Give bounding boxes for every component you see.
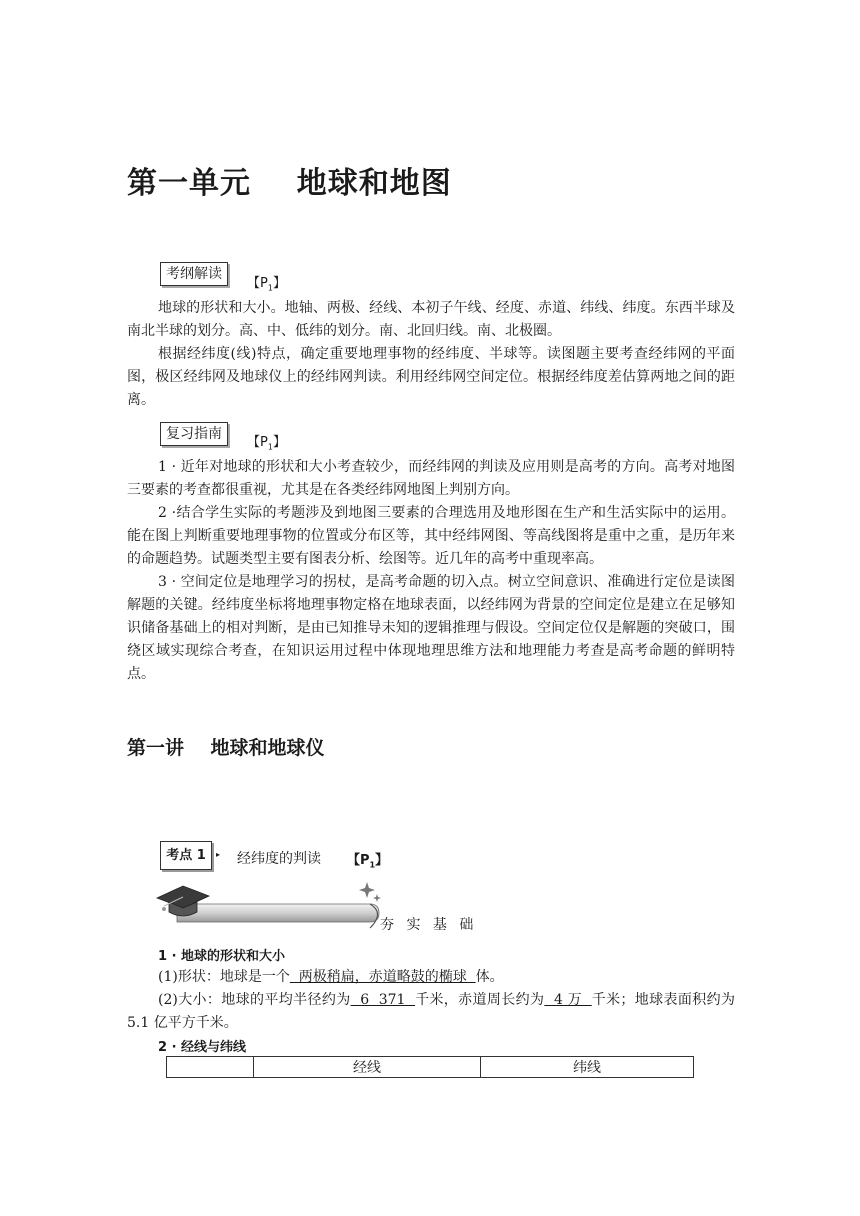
lecture-title: 第一讲 地球和地球仪 bbox=[127, 737, 325, 759]
banner-label: 夯 实 基 础 bbox=[380, 917, 478, 933]
exam-outline-paragraph-2: 根据经纬度(线)特点，确定重要地理事物的经纬度、半球等。读图题主要考查经纬网的平面图，极区经纬网及地球仪上的经纬网判读。利用经纬网空间定位。根据经纬度差估算两地之间的距离。 bbox=[127, 346, 735, 408]
radius-answer: 6 371 bbox=[350, 992, 416, 1008]
lines-table bbox=[166, 1056, 694, 1078]
shape-answer: 两极稍扁，赤道略鼓的椭球 bbox=[289, 969, 476, 985]
kaodian-arrow-icon: ▸ bbox=[216, 850, 221, 859]
table-row bbox=[167, 1057, 694, 1078]
review-guide-item-1: 1 · 近年对地球的形状和大小考查较少，而经纬网的判读及应用则是高考的方向。高考对地图三要素的考查都很重视，尤其是在各类经纬网地图上判别方向。 bbox=[127, 459, 735, 498]
table-header-cell: 纬线 bbox=[481, 1057, 694, 1078]
table-header-cell bbox=[167, 1057, 254, 1078]
review-guide-label: 复习指南 bbox=[160, 422, 228, 446]
review-guide-item-3: 3 · 空间定位是地理学习的拐杖，是高考命题的切入点。树立空间意识、准确进行定位是读图解题的关键。经纬度坐标将地理事物定格在地球表面，以经纬网为背景的空间定位是建立在足够知识储备基础上的相对判断，是由已知推导未知的逻辑推理与假设。空间定位仅是解题的突破口，围绕区域实现综合考查，在知识运用过程中体现地理思维方法和地理能力考查是高考命题的鲜明特点。 bbox=[127, 574, 735, 682]
size-line: (2)大小：地球的平均半径约为 6 371 千米，赤道周长约为 4 万 千米；地球表面积约为 5.1 亿平方千米。 bbox=[127, 992, 735, 1031]
unit-title: 第一单元 地球和地图 bbox=[127, 166, 452, 201]
exam-outline-label: 考纲解读 bbox=[160, 262, 228, 286]
review-guide-page-ref: 【$P_1$】 bbox=[247, 435, 286, 452]
kaodian-title: 经纬度的判读 bbox=[237, 851, 321, 867]
sparkle-icon bbox=[359, 882, 381, 902]
shape-size-heading: 1 · 地球的形状和大小 bbox=[158, 949, 286, 964]
review-guide-item-2: 2 ·结合学生实际的考题涉及到地图三要素的合理选用及地形图在生产和生活实际中的运用。能在图上判断重要地理事物的位置或分布区等，其中经纬网图、等高线图将是重中之重，是历年来的命题趋势。试题类型主要有图表分析、绘图等。近几年的高考中重现率高。 bbox=[127, 505, 735, 567]
table-header-cell: 经线 bbox=[254, 1057, 481, 1078]
graduation-cap-banner bbox=[155, 880, 385, 930]
kaodian-page-ref: 【$P_1$】 bbox=[347, 853, 389, 870]
exam-outline-paragraph-1: 地球的形状和大小。地轴、两极、经线、本初子午线、经度、赤道、纬线、纬度。东西半球及南北半球的划分。高、中、低纬的划分。南、北回归线。南、北极圈。 bbox=[127, 300, 735, 339]
exam-outline-page-ref: 【$P_1$】 bbox=[247, 276, 286, 293]
circumference-answer: 4 万 bbox=[544, 992, 592, 1008]
lines-heading: 2 · 经线与纬线 bbox=[158, 1040, 247, 1055]
shape-line: (1)形状：地球是一个 两极稍扁，赤道略鼓的椭球 体。 bbox=[158, 969, 504, 985]
kaodian-label: 考点 1 bbox=[160, 841, 212, 870]
